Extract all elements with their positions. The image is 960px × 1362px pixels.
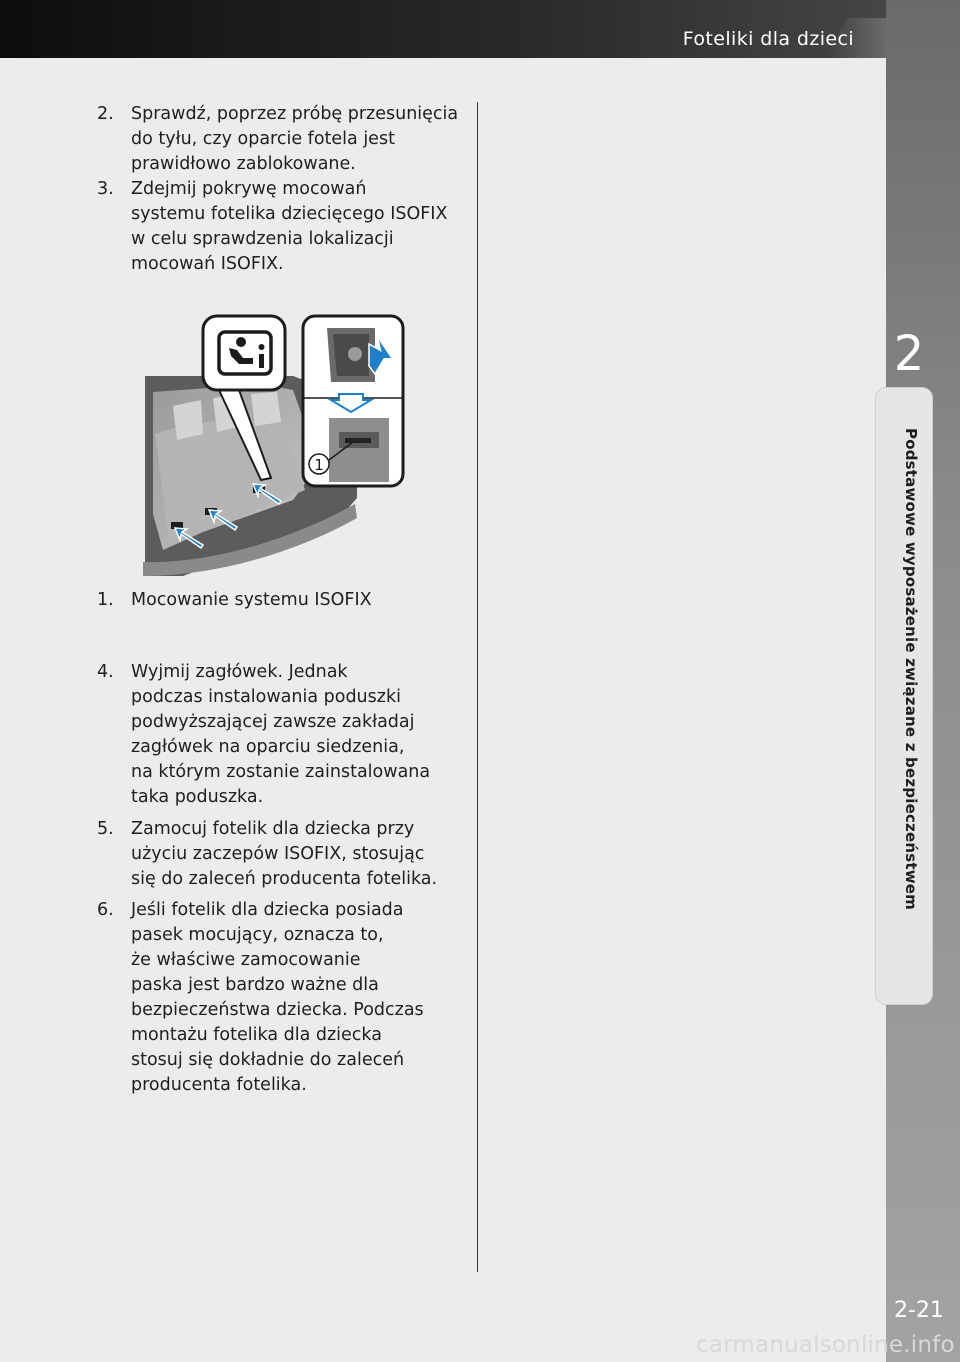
step-number: 4. [97,662,114,682]
step-number: 3. [97,179,114,199]
isofix-anchor-closeup [329,418,389,482]
section-title: Foteliki dla dzieci [682,28,854,50]
chapter-title: Podstawowe wyposażenie związane z bezpieczeństwem [902,428,920,910]
caption-text: Mocowanie systemu ISOFIX [131,590,372,610]
step-2 [97,102,467,177]
step-text: Wyjmij zagłówek. Jednak podczas instalowania poduszki podwyższającej zawsze zakładaj zagłówek na oparciu siedzenia, na którym zostanie zainstalowana taka poduszka. [131,662,431,807]
step-number: 6. [97,900,114,920]
column-divider [477,102,478,1272]
step-4 [97,660,467,810]
step-3 [97,177,467,277]
caption-number: 1. [97,590,114,610]
callout-1-label: 1 [314,456,324,474]
step-number: 2. [97,104,114,124]
isofix-child-seat-icon [219,332,271,374]
step-text: Zdejmij pokrywę mocowań systemu fotelika dziecięcego ISOFIX w celu sprawdzenia lokalizacji mocowań ISOFIX. [131,179,448,274]
page-number: 2-21 [894,1298,944,1323]
step-text: Sprawdź, poprzez próbę przesunięcia do tyłu, czy oparcie fotela jest prawidłowo zablokowane. [131,104,459,174]
step-5 [97,817,467,892]
figure-caption [97,588,467,613]
step-text: Zamocuj fotelik dla dziecka przy użyciu zaczepów ISOFIX, stosując się do zaleceń producenta fotelika. [131,819,438,889]
step-text: Jeśli fotelik dla dziecka posiada pasek mocujący, oznacza to, że właściwe zamocowanie paska jest bardzo ważne dla bezpieczeństwa dziecka. Podczas montażu fotelika dla dziecka stosuj się dokładnie do zaleceń producenta fotelika. [131,900,424,1095]
chapter-number: 2 [893,326,925,382]
watermark-text: carmanualsonline.info [696,1332,955,1358]
isofix-illustration [143,314,405,576]
step-6 [97,898,467,1098]
step-number: 5. [97,819,114,839]
